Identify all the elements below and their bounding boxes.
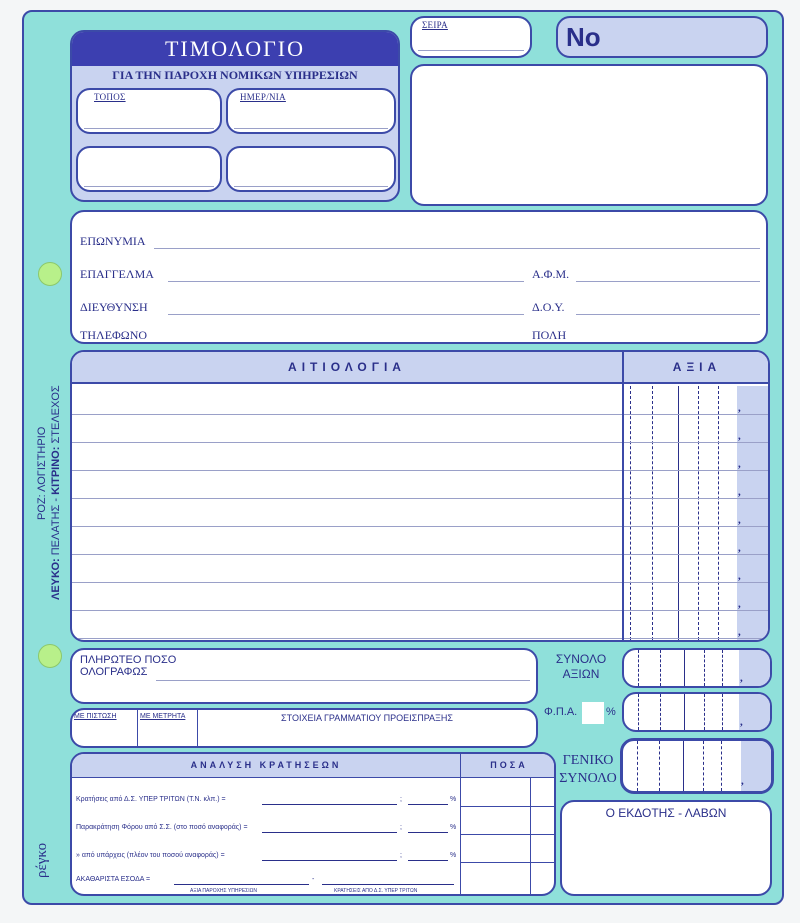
deduction-row-gross: ΑΚΑΘΑΡΙΣΤΑ ΕΣΟΔΑ =: [76, 876, 151, 883]
value-row-line: [624, 638, 770, 639]
total-values-label: ΣΥΝΟΛΟ ΑΞΙΩΝ: [555, 652, 607, 681]
deductions-table: ΑΝΑΛΥΣΗ ΚΡΑΤΗΣΕΩΝ ΠΟΣΑ Κρατήσεις από Δ.Σ. ΥΠΕΡ ΤΡΙΤΩΝ (Τ.Ν. κλπ.) = Παρακράτηση Φόρου από Σ.Σ. (στο ποσό αναφοράς) = » από υπάρχεις (πλέον του ποσού αναφοράς) = ΑΚΑΘΑΡΙΣΤΑ ΕΣΟΔΑ = ; % ; % ; % - ΑΞΙΑ ΠΑΡΟΧΗΣ ΥΠΗΡΕΣΙΩΝ ΚΡΑΤΗΣΕΙΣ ΑΠΟ Δ.Σ. ΥΠΕΡ ΤΡΙΤΩΝ: [70, 752, 556, 896]
decimal-comma: ,: [738, 458, 741, 470]
vat-label: Φ.Π.Α.: [544, 706, 578, 718]
deduction-row-third-party: Κρατήσεις από Δ.Σ. ΥΠΕΡ ΤΡΙΤΩΝ (Τ.Ν. κλπ.) =: [76, 796, 226, 803]
value-column: [622, 386, 737, 640]
city-label: ΠΟΛΗ: [532, 328, 567, 342]
item-row-line[interactable]: [72, 638, 622, 639]
vat-rate-field[interactable]: [582, 702, 604, 724]
deduction-row-withholding: Παρακράτηση Φόρου από Σ.Σ. (στο ποσό αναφοράς) =: [76, 824, 248, 831]
grand-total-field[interactable]: ,: [620, 738, 774, 794]
item-row-line[interactable]: [72, 582, 622, 583]
cash-option[interactable]: [138, 710, 198, 746]
place-field[interactable]: [76, 88, 222, 134]
decimal-comma: ,: [738, 430, 741, 442]
item-row-line[interactable]: [72, 498, 622, 499]
series-label: ΣΕΙΡΑ: [422, 20, 448, 30]
decimal-comma: ,: [738, 598, 741, 610]
payable-label-2: ΟΛΟΓΡΑΦΩΣ: [80, 666, 148, 678]
item-row-line[interactable]: [72, 554, 622, 555]
extra-field-right[interactable]: [226, 146, 396, 192]
decimal-comma: ,: [738, 514, 741, 526]
value-row-line: [624, 414, 770, 415]
copy-colors-line-1: ΡΟΖ: ΛΟΓΙΣΤΗΡΙΟ: [36, 426, 48, 520]
items-table: [70, 350, 770, 642]
decimal-comma: ,: [738, 570, 741, 582]
deduction-field-2[interactable]: [262, 832, 397, 833]
grand-total-label: ΓΕΝΙΚΟ ΣΥΝΟΛΟ: [559, 753, 617, 786]
copy-colors-line-2: ΛΕΥΚΟ: ΠΕΛΑΤΗΣ - ΚΙΤΡΙΝΟ: ΣΤΕΛΕΧΟΣ: [50, 385, 62, 600]
invoice-title: ΤΙΜΟΛΟΓΙΟ: [72, 32, 398, 66]
afm-label: Α.Φ.Μ.: [532, 267, 570, 281]
vat-percent: %: [606, 706, 616, 718]
item-row-line[interactable]: [72, 526, 622, 527]
phone-label: ΤΗΛΕΦΩΝΟ: [80, 328, 148, 342]
signature-box[interactable]: [560, 800, 772, 896]
issuer-stamp-area[interactable]: [410, 64, 768, 206]
item-row-line[interactable]: [72, 610, 622, 611]
cash-label: ΜΕ ΜΕΤΡΗΤΑ: [140, 713, 186, 720]
total-values-field[interactable]: ,: [622, 648, 772, 688]
signature-label: Ο ΕΚΔΟΤΗΣ - ΛΑΒΩΝ: [605, 806, 727, 820]
payable-label-1: ΠΛΗΡΩΤΕΟ ΠΟΣΟ: [80, 654, 177, 666]
deduction-row-excess: » από υπάρχεις (πλέον του ποσού αναφοράς) =: [76, 852, 225, 859]
payable-in-words[interactable]: [70, 648, 538, 704]
payment-method: [70, 708, 538, 748]
decimal-comma: ,: [738, 402, 741, 414]
value-row-line: [624, 470, 770, 471]
caption-third-party: ΚΡΑΤΗΣΕΙΣ ΑΠΟ Δ.Σ. ΥΠΕΡ ΤΡΙΤΩΝ: [334, 888, 418, 894]
credit-label: ΜΕ ΠΙΣΤΩΣΗ: [74, 713, 117, 720]
caption-service-value: ΑΞΙΑ ΠΑΡΟΧΗΣ ΥΠΗΡΕΣΙΩΝ: [190, 888, 257, 894]
value-row-line: [624, 498, 770, 499]
extra-field-left[interactable]: [76, 146, 222, 192]
decimal-comma: ,: [738, 626, 741, 638]
deductions-header: ΑΝΑΛΥΣΗ ΚΡΑΤΗΣΕΩΝ: [190, 760, 342, 770]
gross-service-value-field[interactable]: [174, 884, 309, 885]
item-row-line[interactable]: [72, 470, 622, 471]
value-row-line: [624, 442, 770, 443]
place-label: ΤΟΠΟΣ: [94, 92, 126, 102]
value-row-line: [624, 526, 770, 527]
deduction-field-1[interactable]: [262, 804, 397, 805]
value-header: ΑΞΙΑ: [672, 360, 722, 374]
deduction-field-3[interactable]: [262, 860, 397, 861]
deductions-amounts-header: ΠΟΣΑ: [490, 760, 528, 770]
profession-label: ΕΠΑΓΓΕΛΜΑ: [80, 267, 154, 281]
item-row-line[interactable]: [72, 414, 622, 415]
value-row-line: [624, 582, 770, 583]
doy-label: Δ.Ο.Υ.: [532, 300, 565, 314]
binder-hole-top: [38, 262, 62, 286]
address-label: ΔΙΕΥΘΥΝΣΗ: [80, 300, 148, 314]
date-label: ΗΜΕΡ/ΝΙΑ: [240, 92, 286, 102]
publisher-logo: ρέγκο: [34, 842, 50, 878]
title-panel: [70, 30, 400, 202]
binder-hole-bottom: [38, 644, 62, 668]
description-header: ΑΙΤΙΟΛΟΓΙΑ: [288, 360, 406, 374]
vat-amount-field[interactable]: ,: [622, 692, 772, 732]
gross-deductions-field[interactable]: [322, 884, 454, 885]
receipt-office-label: ΣΤΟΙΧΕΙΑ ΓΡΑΜΜΑΤΙΟΥ ΠΡΟΕΙΣΠΡΑΞΗΣ: [281, 713, 453, 723]
customer-details: [70, 210, 768, 344]
value-row-line: [624, 554, 770, 555]
decimal-comma: ,: [738, 542, 741, 554]
series-field[interactable]: [410, 16, 532, 58]
value-row-line: [624, 610, 770, 611]
number-field[interactable]: [556, 16, 768, 58]
credit-option[interactable]: [72, 710, 138, 746]
invoice-subtitle: ΓΙΑ ΤΗΝ ΠΑΡΟΧΗ ΝΟΜΙΚΩΝ ΥΠΗΡΕΣΙΩΝ: [112, 68, 358, 82]
decimal-comma: ,: [738, 486, 741, 498]
number-label: No: [566, 22, 601, 52]
item-row-line[interactable]: [72, 442, 622, 443]
date-field[interactable]: [226, 88, 396, 134]
name-label: ΕΠΩΝΥΜΙΑ: [80, 234, 146, 248]
